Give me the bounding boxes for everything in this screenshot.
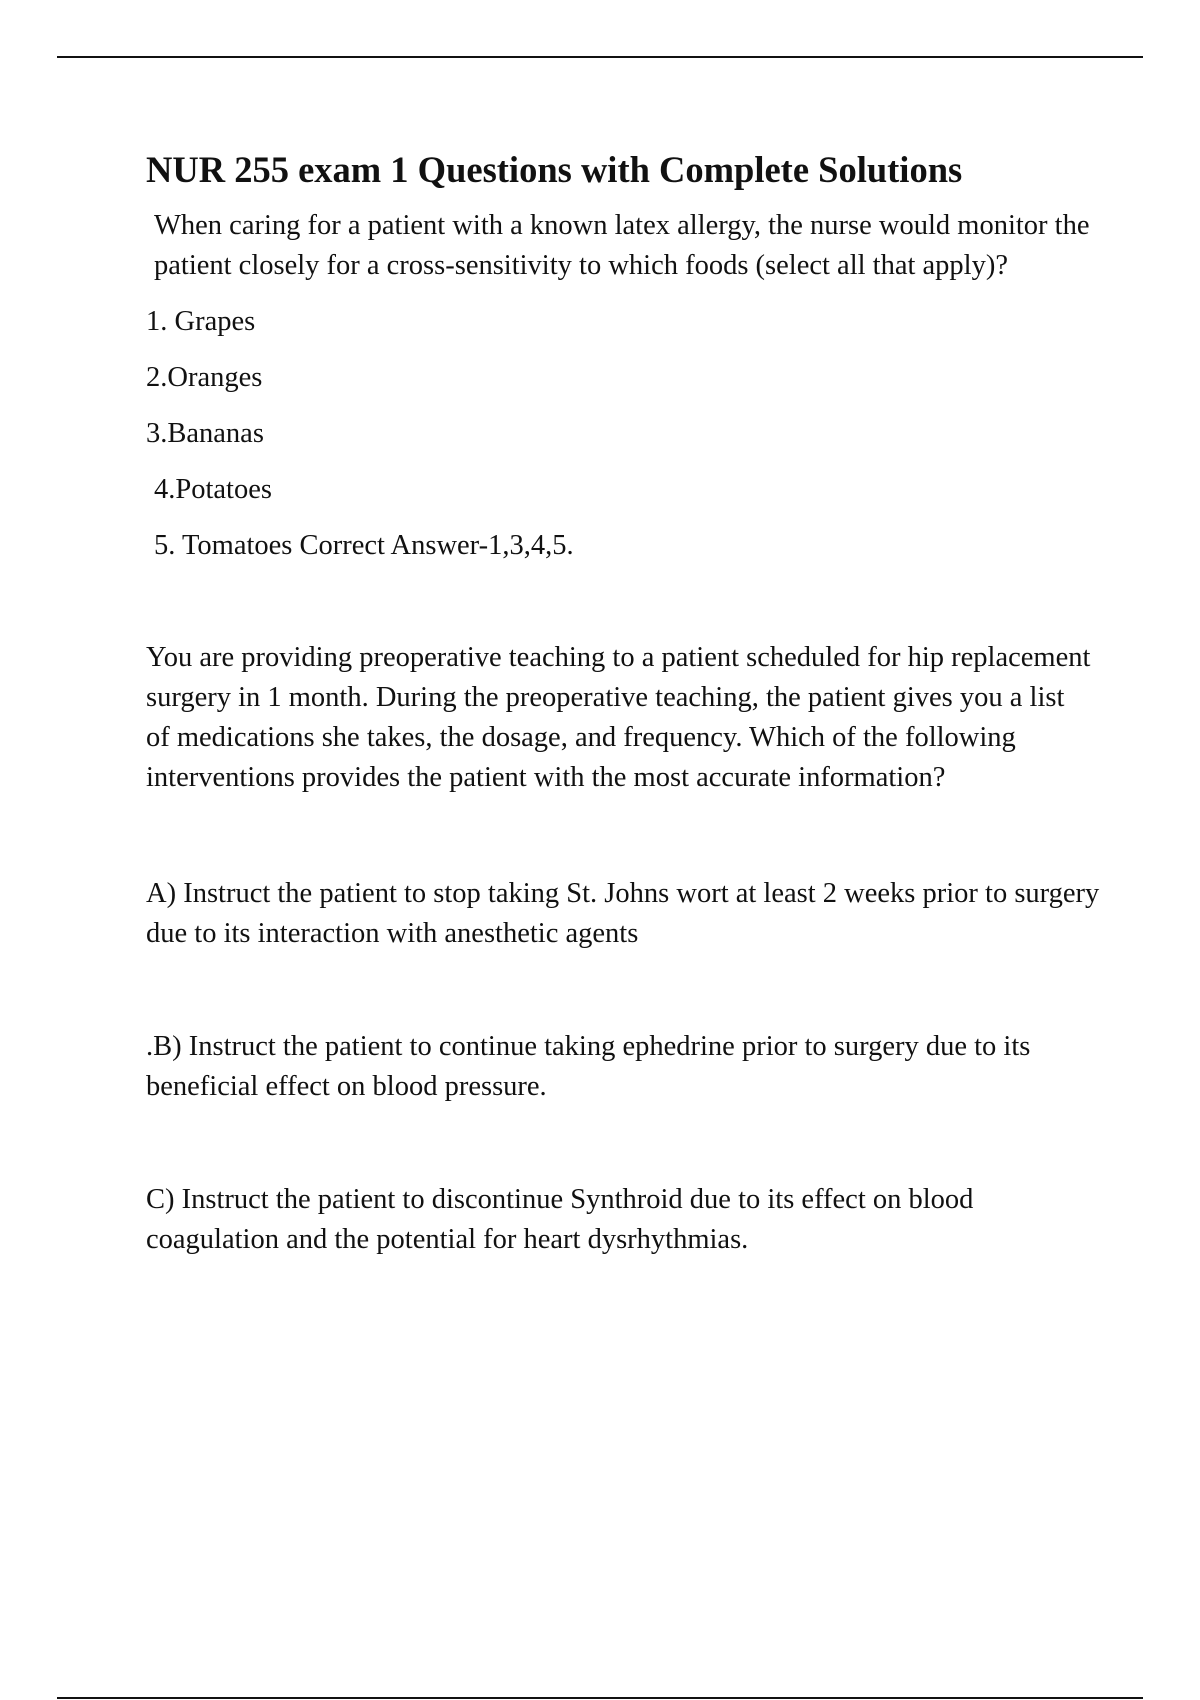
question-2-stem: You are providing preoperative teaching to a patient scheduled for hip replacement surgery in 1 month. During the preoperative teaching, the patient gives you a list of medications she takes, the dosage, and frequency. Which of the following interventions provides the patient with the most accurate information? xyxy=(146,642,1091,793)
question-2-choice-c: C) Instruct the patient to discontinue Synthroid due to its effect on blood coagulation and the potential for heart dysrhythmias. xyxy=(146,1184,974,1255)
question-1-stem: When caring for a patient with a known latex allergy, the nurse would monitor the patient closely for a cross-sensitivity to which foods (select all that apply)? xyxy=(154,210,1090,281)
question-1-option-2: 2.Oranges xyxy=(146,362,263,393)
question-1-option-5-answer: 5. Tomatoes Correct Answer-1,3,4,5. xyxy=(154,530,574,561)
question-2-choice-a: A) Instruct the patient to stop taking St. Johns wort at least 2 weeks prior to surgery due to its interaction with anesthetic agents xyxy=(146,878,1100,949)
top-divider xyxy=(57,56,1143,58)
question-2-choice-b: .B) Instruct the patient to continue taking ephedrine prior to surgery due to its beneficial effect on blood pressure. xyxy=(146,1031,1031,1102)
document-body xyxy=(146,142,1126,1260)
document-title: NUR 255 exam 1 Questions with Complete Solutions xyxy=(146,149,963,190)
bottom-divider xyxy=(57,1697,1143,1699)
question-1-option-3: 3.Bananas xyxy=(146,418,264,449)
question-1-option-1: 1. Grapes xyxy=(146,306,256,337)
question-1-option-4: 4.Potatoes xyxy=(154,474,272,505)
